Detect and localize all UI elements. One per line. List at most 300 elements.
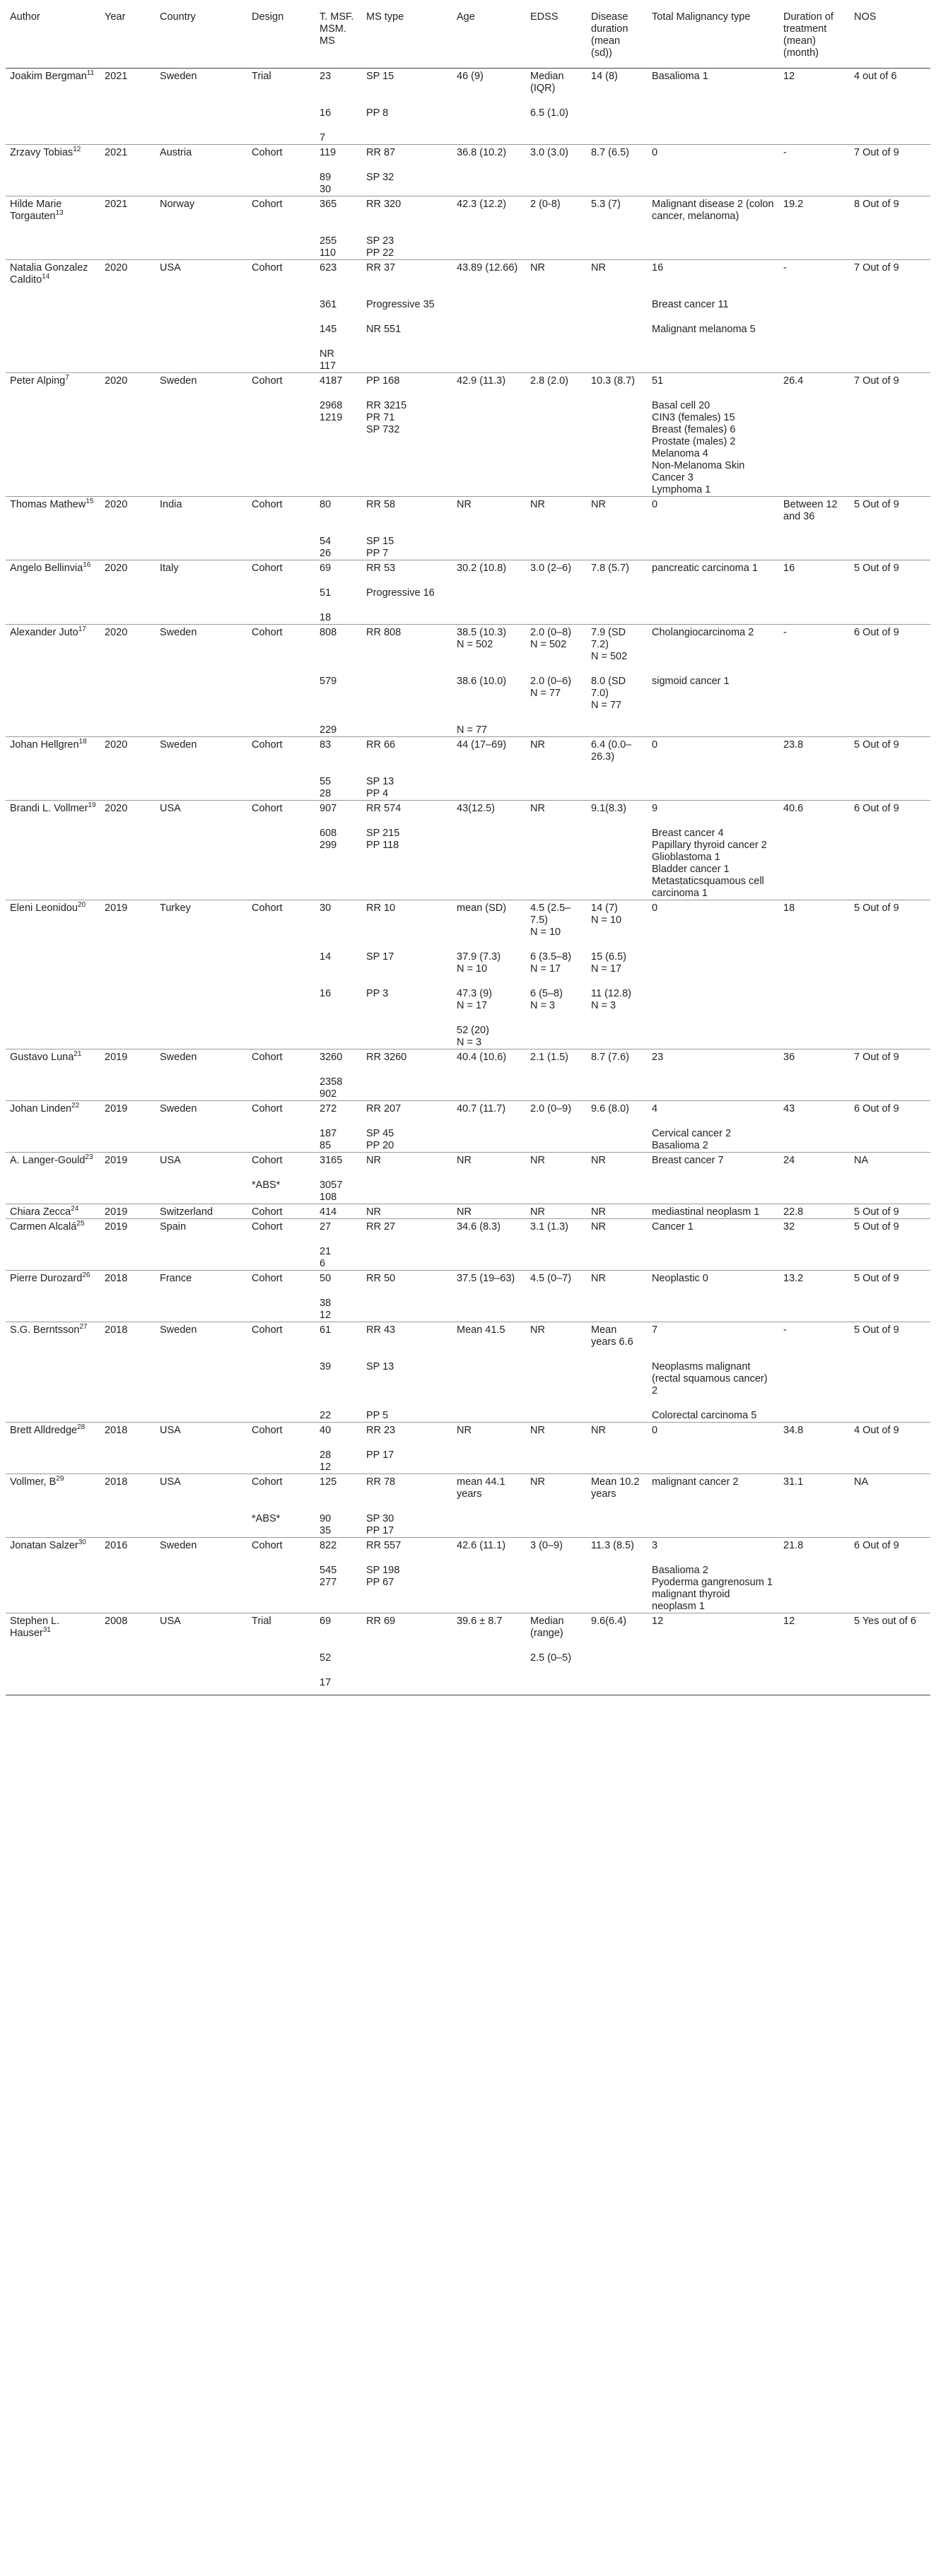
cell-year (100, 1640, 156, 1664)
cell-total-ms: 822 (315, 1538, 362, 1553)
cell-country (156, 1397, 247, 1423)
cell-edss: Median (IQR) (526, 69, 587, 95)
cell-treatment-duration: 34.8 (779, 1423, 850, 1437)
cell-ms-type: RR 3260 (362, 1049, 452, 1064)
malignancy-studies-table (6, 11, 930, 1695)
cell-ms-type: RR 53 (362, 560, 452, 575)
cell-author: Peter Alping$^7$ (6, 373, 100, 388)
cell-total-ms: 39 (320, 1361, 332, 1372)
cell-treatment-duration (779, 1397, 850, 1423)
cell-edss: 2.0 (0–8) N = 502 (526, 625, 587, 664)
cell-country (156, 1500, 247, 1538)
cell-country (156, 95, 247, 119)
cell-edss (526, 119, 587, 145)
cell-design (247, 1064, 315, 1101)
table-row (6, 763, 930, 801)
cell-edss: 3 (0–9) (526, 1538, 587, 1553)
cell-age: mean 44.1 years (452, 1474, 526, 1501)
cell-author (6, 1437, 100, 1474)
cell-treatment-duration (779, 1167, 850, 1204)
cell-nos: 5 Out of 9 (850, 1219, 930, 1234)
cell-total-ms: NR 117 (320, 348, 337, 372)
cell-country: USA (156, 801, 247, 816)
cell-edss: 3.1 (1.3) (526, 1219, 587, 1234)
cell-author (6, 311, 100, 336)
reference-number: 22 (71, 1102, 80, 1110)
cell-nos (850, 1640, 930, 1664)
cell-edss (526, 1348, 587, 1397)
cell-total-ms: 80 (315, 497, 362, 524)
cell-nos (850, 1012, 930, 1049)
cell-treatment-duration (779, 1500, 850, 1538)
cell-malignancy-type: 0 (648, 900, 779, 939)
cell-year: 2019 (100, 1204, 156, 1219)
cell-design (247, 1012, 315, 1049)
cell-treatment-duration (779, 1552, 850, 1613)
cell-design (247, 599, 315, 625)
table-row (6, 387, 930, 497)
cell-malignancy-type (648, 95, 779, 119)
cell-ms-type: SP 15 PP 7 (366, 536, 394, 559)
cell-edss: 4.5 (2.5–7.5) N = 10 (526, 900, 587, 939)
cell-year (100, 336, 156, 373)
cell-age (452, 1437, 526, 1474)
cell-author: S.G. Berntsson$^{27}$ (6, 1322, 100, 1349)
cell-year: 2008 (100, 1613, 156, 1640)
cell-age: 46 (9) (452, 69, 526, 95)
cell-design: *ABS* (252, 1513, 281, 1524)
cell-nos (850, 1348, 930, 1397)
cell-edss: 2.0 (0–6) N = 77 (530, 676, 572, 699)
cell-ms-type: SP 215 PP 118 (366, 828, 400, 851)
cell-disease-duration: 8.0 (SD 7.0) N = 77 (591, 676, 626, 711)
cell-design: Trial (247, 1613, 315, 1640)
reference-number: 14 (42, 273, 50, 281)
cell-nos (850, 336, 930, 373)
header-row (6, 11, 930, 69)
cell-year (100, 1064, 156, 1101)
cell-age: 38.6 (10.0) (457, 676, 507, 687)
cell-year (100, 575, 156, 599)
cell-treatment-duration (779, 975, 850, 1012)
cell-ms-type: SP 17 (366, 951, 394, 963)
table-row (6, 1049, 930, 1064)
cell-treatment-duration: 16 (779, 560, 850, 575)
cell-malignancy-type (648, 599, 779, 625)
reference-number: 23 (85, 1153, 93, 1162)
cell-total-ms: 28 12 (320, 1449, 332, 1473)
cell-malignancy-type: Cervical cancer 2 Basalioma 2 (652, 1128, 732, 1151)
cell-age (452, 1397, 526, 1423)
cell-treatment-duration (779, 1437, 850, 1474)
cell-total-ms: 16 (320, 107, 332, 119)
cell-edss: NR (526, 497, 587, 524)
cell-malignancy-type: Cholangiocarcinoma 2 (648, 625, 779, 664)
cell-total-ms: 3165 (315, 1153, 362, 1168)
cell-age: NR (452, 1153, 526, 1168)
cell-ms-type: RR 87 (362, 145, 452, 160)
cell-design (247, 763, 315, 801)
cell-age (452, 1115, 526, 1153)
cell-author (6, 523, 100, 560)
cell-year: 2020 (100, 625, 156, 664)
cell-treatment-duration (779, 1640, 850, 1664)
cell-year: 2021 (100, 145, 156, 160)
cell-year (100, 159, 156, 196)
cell-nos: 4 Out of 9 (850, 1423, 930, 1437)
header-nos: NOS (850, 11, 930, 69)
cell-ms-type (362, 663, 452, 712)
cell-country (156, 575, 247, 599)
cell-disease-duration (587, 1640, 648, 1664)
table-row (6, 1153, 930, 1168)
cell-disease-duration (587, 286, 648, 311)
cell-country: Italy (156, 560, 247, 575)
cell-disease-duration (587, 1664, 648, 1695)
table-row (6, 311, 930, 336)
table-row (6, 663, 930, 712)
cell-disease-duration (587, 1064, 648, 1101)
cell-design: Cohort (247, 1219, 315, 1234)
cell-disease-duration (587, 763, 648, 801)
cell-year: 2020 (100, 560, 156, 575)
cell-disease-duration: NR (587, 1204, 648, 1219)
cell-author: Chiara Zecca$^{24}$ (6, 1204, 100, 1219)
cell-nos (850, 286, 930, 311)
table-row (6, 1167, 930, 1204)
cell-malignancy-type: 4 (648, 1101, 779, 1116)
cell-age (452, 1552, 526, 1613)
cell-country (156, 1664, 247, 1695)
cell-design (247, 975, 315, 1012)
cell-year: 2019 (100, 900, 156, 939)
cell-treatment-duration (779, 1064, 850, 1101)
table-row (6, 286, 930, 311)
cell-malignancy-type: Neoplasms malignant (rectal squamous cancer) 2 (652, 1361, 768, 1396)
cell-treatment-duration: 22.8 (779, 1204, 850, 1219)
cell-year (100, 1552, 156, 1613)
cell-treatment-duration: - (779, 145, 850, 160)
cell-disease-duration: 15 (6.5) N = 17 (591, 951, 626, 975)
reference-number: 19 (88, 801, 96, 810)
cell-ms-type (362, 712, 452, 737)
cell-age: 38.5 (10.3) N = 502 (452, 625, 526, 664)
cell-nos: 5 Out of 9 (850, 497, 930, 524)
cell-disease-duration: 8.7 (6.5) (587, 145, 648, 160)
cell-country (156, 663, 247, 712)
cell-author: Alexander Juto$^{17}$ (6, 625, 100, 664)
table-body (6, 69, 930, 1695)
cell-design (247, 336, 315, 373)
cell-author (6, 663, 100, 712)
cell-country (156, 815, 247, 900)
header-design: Design (247, 11, 315, 69)
cell-ms-type: RR 557 (362, 1538, 452, 1553)
cell-malignancy-type (648, 1012, 779, 1049)
cell-edss (526, 712, 587, 737)
reference-number: 25 (76, 1220, 85, 1228)
table-row (6, 815, 930, 900)
cell-year: 2018 (100, 1271, 156, 1286)
cell-malignancy-type (648, 1064, 779, 1101)
cell-author (6, 939, 100, 975)
cell-ms-type: PP 5 (366, 1410, 389, 1421)
cell-malignancy-type: Breast cancer 11 (652, 299, 729, 310)
cell-disease-duration (587, 387, 648, 497)
table-row (6, 1219, 930, 1234)
cell-nos: 6 Out of 9 (850, 625, 930, 664)
cell-ms-type: PP 3 (366, 988, 389, 999)
cell-ms-type: RR 43 (362, 1322, 452, 1349)
cell-design (247, 1640, 315, 1664)
cell-edss: 3.0 (2–6) (526, 560, 587, 575)
cell-year: 2020 (100, 801, 156, 816)
cell-treatment-duration (779, 663, 850, 712)
cell-total-ms: 90 35 (320, 1513, 332, 1536)
cell-age: 30.2 (10.8) (452, 560, 526, 575)
cell-design (247, 663, 315, 712)
table-row (6, 1233, 930, 1271)
cell-country (156, 975, 247, 1012)
cell-country (156, 939, 247, 975)
table-row (6, 1474, 930, 1501)
cell-edss (526, 1285, 587, 1322)
cell-malignancy-type (648, 1437, 779, 1474)
cell-total-ms: 125 (315, 1474, 362, 1501)
cell-author (6, 599, 100, 625)
cell-age: 34.6 (8.3) (452, 1219, 526, 1234)
table-row (6, 1285, 930, 1322)
cell-author: Eleni Leonidou$^{20}$ (6, 900, 100, 939)
cell-ms-type: RR 50 (362, 1271, 452, 1286)
cell-nos (850, 1552, 930, 1613)
cell-country (156, 311, 247, 336)
cell-total-ms: 14 (320, 951, 332, 963)
cell-treatment-duration (779, 1012, 850, 1049)
cell-ms-type: RR 3215 PR 71 SP 732 (366, 400, 407, 435)
cell-country (156, 1115, 247, 1153)
cell-disease-duration (587, 1552, 648, 1613)
cell-author: Johan Hellgren$^{18}$ (6, 737, 100, 764)
table-row (6, 145, 930, 160)
cell-treatment-duration: 12 (779, 1613, 850, 1640)
cell-ms-type: PP 17 (366, 1449, 394, 1461)
cell-edss (526, 1500, 587, 1538)
cell-country (156, 286, 247, 311)
cell-design (247, 1233, 315, 1271)
table-row (6, 1397, 930, 1423)
header-year: Year (100, 11, 156, 69)
cell-malignancy-type (648, 1500, 779, 1538)
cell-disease-duration (587, 1500, 648, 1538)
cell-treatment-duration: 36 (779, 1049, 850, 1064)
cell-age: 52 (20) N = 3 (457, 1025, 489, 1048)
cell-total-ms: 3260 (315, 1049, 362, 1064)
cell-disease-duration (587, 311, 648, 336)
cell-country: Sweden (156, 625, 247, 664)
cell-age: NR (452, 1204, 526, 1219)
cell-year (100, 1012, 156, 1049)
cell-edss: 6 (3.5–8) N = 17 (530, 951, 572, 975)
cell-year (100, 663, 156, 712)
cell-total-ms: 23 (315, 69, 362, 95)
cell-treatment-duration (779, 1285, 850, 1322)
table-row (6, 575, 930, 599)
cell-country (156, 599, 247, 625)
table-row (6, 159, 930, 196)
cell-author: Carmen Alcalá$^{25}$ (6, 1219, 100, 1234)
cell-disease-duration: NR (587, 1153, 648, 1168)
cell-nos (850, 975, 930, 1012)
cell-total-ms: 229 (320, 724, 337, 736)
cell-country (156, 119, 247, 145)
cell-age (452, 1064, 526, 1101)
cell-age (452, 763, 526, 801)
cell-author (6, 1233, 100, 1271)
cell-age: 42.9 (11.3) (452, 373, 526, 388)
table-row (6, 1664, 930, 1695)
cell-malignancy-type: Breast cancer 4 Papillary thyroid cancer 2 Glioblastoma 1 Bladder cancer 1 Metastaticsquamous cell carcinoma 1 (652, 828, 767, 899)
cell-year (100, 1233, 156, 1271)
cell-design: Cohort (247, 1322, 315, 1349)
cell-disease-duration: NR (587, 1423, 648, 1437)
cell-design: Cohort (247, 373, 315, 388)
cell-ms-type: RR 27 (362, 1219, 452, 1234)
cell-disease-duration (587, 815, 648, 900)
cell-year: 2019 (100, 1219, 156, 1234)
header-edss: EDSS (526, 11, 587, 69)
cell-total-ms: 545 277 (320, 1565, 337, 1588)
cell-total-ms: 365 (315, 196, 362, 223)
cell-disease-duration: 9.6(6.4) (587, 1613, 648, 1640)
cell-edss (526, 763, 587, 801)
cell-author: Zrzavy Tobias$^{12}$ (6, 145, 100, 160)
cell-malignancy-type (648, 1285, 779, 1322)
cell-year (100, 939, 156, 975)
cell-malignancy-type (648, 975, 779, 1012)
cell-country: USA (156, 260, 247, 287)
cell-design: Trial (247, 69, 315, 95)
cell-year: 2019 (100, 1101, 156, 1116)
cell-total-ms: 21 6 (320, 1246, 332, 1269)
reference-number: 24 (71, 1205, 79, 1213)
cell-ms-type (362, 1285, 452, 1322)
table-row (6, 260, 930, 287)
cell-country (156, 763, 247, 801)
cell-nos (850, 599, 930, 625)
cell-year: 2019 (100, 1049, 156, 1064)
cell-ms-type: RR 69 (362, 1613, 452, 1640)
header-disease-duration: Disease duration (mean (sd)) (587, 11, 648, 69)
table-row (6, 625, 930, 664)
cell-nos (850, 523, 930, 560)
cell-total-ms: 808 (315, 625, 362, 664)
cell-disease-duration (587, 1115, 648, 1153)
cell-disease-duration: 9.6 (8.0) (587, 1101, 648, 1116)
cell-ms-type: SP 45 PP 20 (366, 1128, 394, 1151)
cell-disease-duration (587, 336, 648, 373)
cell-total-ms: 69 (315, 1613, 362, 1640)
cell-ms-type (362, 1167, 452, 1204)
cell-year (100, 387, 156, 497)
cell-edss (526, 336, 587, 373)
table-row (6, 1538, 930, 1553)
cell-design (247, 1348, 315, 1397)
cell-country (156, 223, 247, 260)
cell-year (100, 1285, 156, 1322)
cell-ms-type: RR 37 (362, 260, 452, 287)
cell-age: N = 77 (457, 724, 488, 736)
cell-malignancy-type (648, 523, 779, 560)
cell-treatment-duration (779, 159, 850, 196)
cell-author: Hilde Marie Torgauten$^{13}$ (6, 196, 100, 223)
cell-age: 43.89 (12.66) (452, 260, 526, 287)
cell-nos (850, 939, 930, 975)
cell-author (6, 336, 100, 373)
cell-age: 42.3 (12.2) (452, 196, 526, 223)
cell-edss: Median (range) (526, 1613, 587, 1640)
cell-country (156, 1640, 247, 1664)
cell-ms-type (362, 119, 452, 145)
cell-edss: 6 (5–8) N = 3 (530, 988, 563, 1011)
cell-edss (526, 1437, 587, 1474)
cell-edss (526, 575, 587, 599)
cell-country (156, 1064, 247, 1101)
cell-year: 2019 (100, 1153, 156, 1168)
table-row (6, 1500, 930, 1538)
cell-nos: 7 Out of 9 (850, 145, 930, 160)
cell-design (247, 223, 315, 260)
table-row (6, 1322, 930, 1349)
cell-author (6, 159, 100, 196)
cell-country: Spain (156, 1219, 247, 1234)
cell-country (156, 1012, 247, 1049)
cell-total-ms: 272 (315, 1101, 362, 1116)
cell-edss: NR (526, 1474, 587, 1501)
cell-nos: 5 Yes out of 6 (850, 1613, 930, 1640)
cell-malignancy-type (648, 1640, 779, 1664)
reference-number: 13 (55, 209, 64, 218)
cell-year (100, 1500, 156, 1538)
cell-nos: 7 Out of 9 (850, 1049, 930, 1064)
cell-malignancy-type (648, 939, 779, 975)
cell-country (156, 712, 247, 737)
cell-malignancy-type: 23 (648, 1049, 779, 1064)
cell-nos: NA (850, 1153, 930, 1168)
cell-edss: 2 (0-8) (526, 196, 587, 223)
cell-ms-type: SP 13 PP 4 (366, 776, 394, 799)
cell-design: Cohort (247, 1101, 315, 1116)
table-row (6, 196, 930, 223)
table-row (6, 69, 930, 95)
cell-country: Norway (156, 196, 247, 223)
cell-disease-duration (587, 1437, 648, 1474)
cell-author: Gustavo Luna$^{21}$ (6, 1049, 100, 1064)
cell-malignancy-type: Basalioma 2 Pyoderma gangrenosum 1 malignant thyroid neoplasm 1 (652, 1565, 773, 1612)
cell-disease-duration (587, 1397, 648, 1423)
cell-age (452, 336, 526, 373)
cell-ms-type (362, 1233, 452, 1271)
cell-age (452, 119, 526, 145)
cell-author (6, 119, 100, 145)
table-row (6, 712, 930, 737)
table-row (6, 801, 930, 816)
cell-total-ms: 608 299 (320, 828, 337, 851)
cell-ms-type: SP 198 PP 67 (366, 1565, 400, 1588)
cell-malignancy-type: pancreatic carcinoma 1 (648, 560, 779, 575)
cell-nos (850, 1233, 930, 1271)
cell-nos (850, 1664, 930, 1695)
